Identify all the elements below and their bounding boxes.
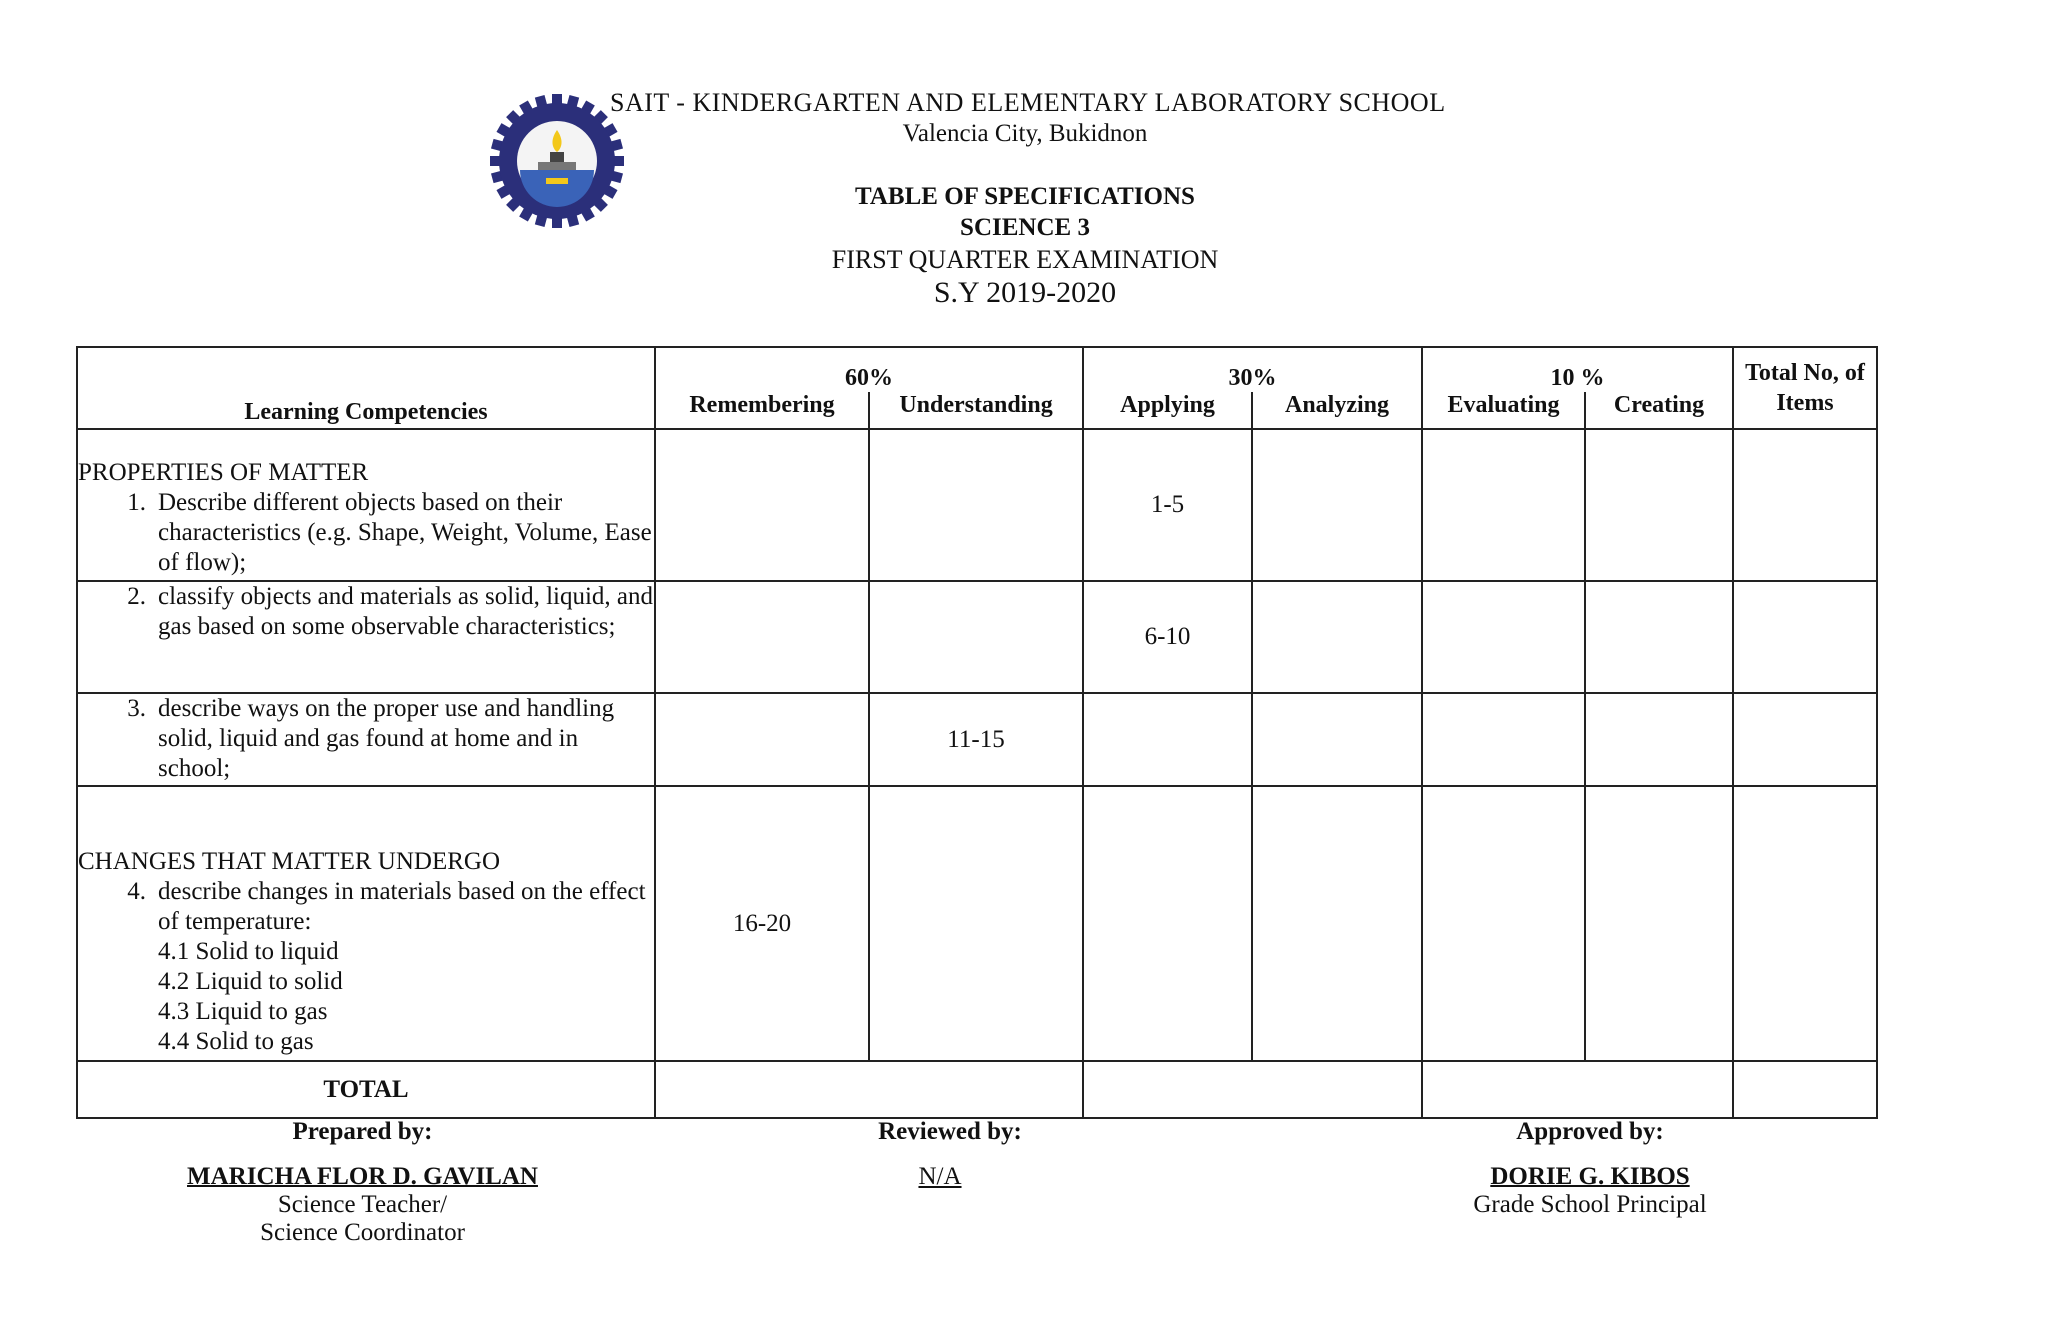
school-seal-icon [488, 92, 626, 230]
level-creating: Creating [1585, 392, 1733, 429]
total-label: TOTAL [77, 1061, 655, 1118]
school-year: S.Y 2019-2020 [933, 276, 1117, 309]
group-percent-30: 30% [1083, 347, 1422, 392]
item-cell [1422, 429, 1585, 581]
level-evaluating: Evaluating [1422, 392, 1585, 429]
competency-number: 1. [127, 489, 146, 516]
prepared-by-name: MARICHA FLOR D. GAVILAN [187, 1163, 538, 1190]
item-cell [869, 786, 1083, 1061]
item-cell [655, 693, 869, 786]
approved-by-signature [1440, 1163, 1740, 1219]
item-cell [869, 429, 1083, 581]
prepared-by-title-2: Science Coordinator [260, 1219, 465, 1246]
item-cell [1252, 786, 1422, 1061]
document-subject: SCIENCE 3 [960, 214, 1090, 241]
item-cell [1733, 786, 1877, 1061]
prepared-by-block [190, 1118, 535, 1146]
prepared-by-title: Science Teacher/ [277, 1191, 448, 1218]
subitem: 4.3 Liquid to gas [158, 998, 328, 1025]
item-cell [869, 581, 1083, 693]
total-cell-10 [1422, 1061, 1733, 1118]
approved-by-title: Grade School Principal [1473, 1191, 1707, 1218]
school-name: SAIT - KINDERGARTEN AND ELEMENTARY LABORATORY SCHOOL [610, 88, 1446, 117]
item-cell [1585, 786, 1733, 1061]
subitem: 4.2 Liquid to solid [158, 968, 343, 995]
competency-text: describe changes in materials based on the effect of temperature: [158, 878, 646, 935]
approved-by-name: DORIE G. KIBOS [1490, 1163, 1690, 1190]
subitem: 4.4 Solid to gas [158, 1028, 314, 1055]
subitem: 4.1 Solid to liquid [158, 938, 339, 965]
item-cell [1733, 581, 1877, 693]
table-row [77, 693, 1877, 786]
competency-text: Describe different objects based on their characteristics (e.g. Shape, Weight, Volume, Ease of flow); [158, 489, 652, 576]
item-cell: 6-10 [1083, 581, 1252, 693]
total-items-header: Total No, of Items [1733, 347, 1877, 429]
item-cell [1422, 693, 1585, 786]
table-row [77, 581, 1877, 693]
total-row [77, 1061, 1877, 1118]
topic-heading: CHANGES THAT MATTER UNDERGO [78, 848, 501, 875]
prepared-by-label: Prepared by: [292, 1118, 433, 1145]
topic-heading: PROPERTIES OF MATTER [78, 459, 369, 486]
competency-text: describe ways on the proper use and handling solid, liquid and gas found at home and in school; [158, 695, 615, 782]
item-cell [1733, 429, 1877, 581]
item-cell [1422, 786, 1585, 1061]
competency-number: 3. [127, 695, 146, 722]
group-percent-60: 60% [655, 347, 1083, 392]
reviewed-by-block [800, 1118, 1100, 1146]
item-cell [1252, 581, 1422, 693]
item-cell [1252, 693, 1422, 786]
item-cell: 1-5 [1083, 429, 1252, 581]
item-cell [1585, 429, 1733, 581]
reviewed-by-signature [840, 1163, 1040, 1191]
item-cell [1585, 693, 1733, 786]
level-analyzing: Analyzing [1252, 392, 1422, 429]
approved-by-block [1440, 1118, 1740, 1146]
total-cell-items [1733, 1061, 1877, 1118]
school-city: Valencia City, Bukidnon [902, 120, 1148, 147]
total-cell-60 [655, 1061, 1083, 1118]
item-cell [1733, 693, 1877, 786]
approved-by-label: Approved by: [1516, 1118, 1664, 1145]
specifications-table [76, 346, 1878, 1119]
item-cell: 16-20 [655, 786, 869, 1061]
item-cell [1422, 581, 1585, 693]
item-cell [1083, 693, 1252, 786]
total-cell-30 [1083, 1061, 1422, 1118]
level-applying: Applying [1083, 392, 1252, 429]
competency-number: 2. [127, 583, 146, 610]
exam-name: FIRST QUARTER EXAMINATION [831, 245, 1219, 274]
document-title: TABLE OF SPECIFICATIONS [855, 183, 1195, 210]
item-cell [655, 581, 869, 693]
item-cell [1252, 429, 1422, 581]
reviewed-by-name: N/A [918, 1163, 962, 1190]
item-cell [1083, 786, 1252, 1061]
competency-text: classify objects and materials as solid, liquid, and gas based on some observable characteristics; [158, 583, 654, 640]
table-row [77, 429, 1877, 581]
item-cell [1585, 581, 1733, 693]
level-understanding: Understanding [869, 392, 1083, 429]
competency-number: 4. [127, 878, 146, 905]
item-cell: 11-15 [869, 693, 1083, 786]
reviewed-by-label: Reviewed by: [878, 1118, 1022, 1145]
group-percent-10: 10 % [1422, 347, 1733, 392]
level-remembering: Remembering [655, 392, 869, 429]
prepared-by-signature [170, 1163, 555, 1247]
item-cell [655, 429, 869, 581]
competencies-header: Learning Competencies [77, 347, 655, 429]
table-row [77, 786, 1877, 1061]
